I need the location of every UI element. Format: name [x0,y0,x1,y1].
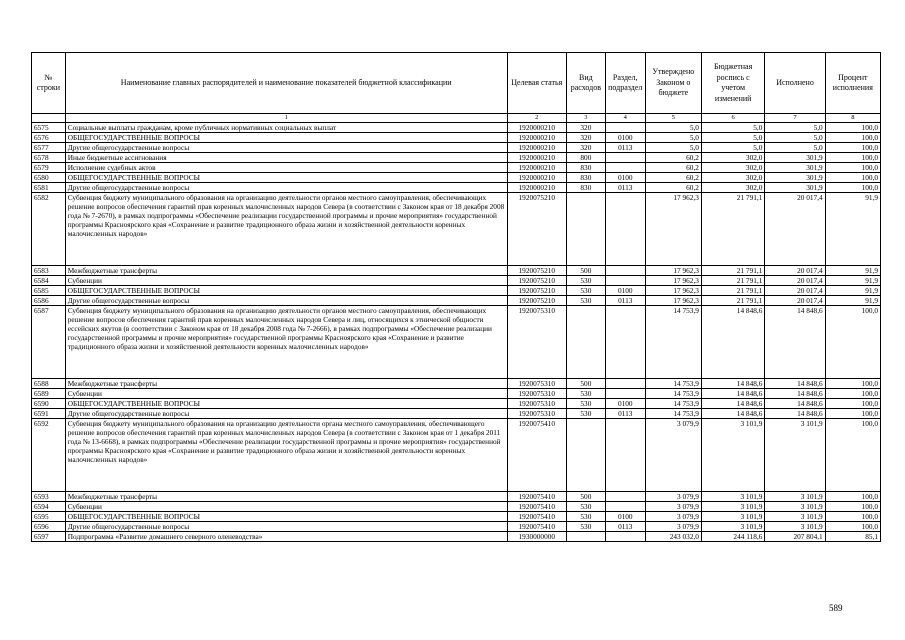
executed-amount-cell: 3 101,9 [765,501,825,511]
row-number-cell: 6583 [32,265,66,275]
header-isp: Исполнено [765,53,825,114]
column-number: 7 [765,114,825,123]
row-number-cell: 6586 [32,295,66,305]
target-article-cell: 1920075310 [507,388,566,398]
budget-list-cell: 21 791,1 [701,295,764,305]
row-name-cell: Субвенция бюджету муниципального образования на организацию деятельности органов местного самоуправления, обеспечивающих решение вопросов обеспечения гарантий прав коренных малочисленных народов Севера (в соответствии с Законом края от 18 декабря 2008 года № 7-2670), в рамках подпрограммы «Обеспечение реализации государственной программы и прочие мероприятия» государственной программы Красноярского края «Сохранение и развитие традиционного образа жизни и хозяйственной деятельности коренных малочисленных народов» [65,192,507,265]
approved-amount-cell: 14 753,9 [645,378,701,388]
target-article-cell: 1920075410 [507,501,566,511]
execution-percent-cell: 100,0 [825,152,880,162]
executed-amount-cell: 3 101,9 [765,491,825,501]
expense-type-cell: 530 [566,521,605,531]
table-row [32,378,881,388]
budget-list-cell: 302,0 [701,172,764,182]
executed-amount-cell: 14 848,6 [765,398,825,408]
header-ros: Бюджетная роспись с учетом изменений [701,53,764,114]
target-article-cell: 1920075410 [507,521,566,531]
budget-list-cell: 14 848,6 [701,398,764,408]
section-cell [605,162,645,172]
budget-list-cell: 5,0 [701,122,764,132]
budget-list-cell: 3 101,9 [701,521,764,531]
row-number-cell: 6593 [32,491,66,501]
row-number-cell: 6597 [32,531,66,541]
table-row [32,152,881,162]
approved-amount-cell: 60,2 [645,162,701,172]
row-name-cell: Другие общегосударственные вопросы [65,182,507,192]
execution-percent-cell: 100,0 [825,182,880,192]
executed-amount-cell: 301,9 [765,152,825,162]
row-number-cell: 6592 [32,418,66,491]
row-name-cell: Другие общегосударственные вопросы [65,295,507,305]
executed-amount-cell: 20 017,4 [765,285,825,295]
approved-amount-cell: 3 079,9 [645,418,701,491]
row-number-cell: 6595 [32,511,66,521]
expense-type-cell: 500 [566,378,605,388]
row-number-cell: 6590 [32,398,66,408]
row-number-cell: 6589 [32,388,66,398]
section-cell: 0113 [605,408,645,418]
budget-list-cell: 3 101,9 [701,491,764,501]
execution-percent-cell: 100,0 [825,172,880,182]
target-article-cell: 1920075210 [507,295,566,305]
target-article-cell: 1920075310 [507,408,566,418]
budget-list-cell: 5,0 [701,142,764,152]
executed-amount-cell: 5,0 [765,132,825,142]
section-cell: 0100 [605,132,645,142]
target-article-cell: 1920000210 [507,152,566,162]
table-row [32,142,881,152]
table-row [32,521,881,531]
expense-type-cell: 530 [566,398,605,408]
executed-amount-cell: 14 848,6 [765,378,825,388]
executed-amount-cell: 5,0 [765,122,825,132]
execution-percent-cell: 100,0 [825,142,880,152]
table-row [32,408,881,418]
target-article-cell: 1920075310 [507,378,566,388]
row-name-cell: Другие общегосударственные вопросы [65,142,507,152]
expense-type-cell: 530 [566,501,605,511]
expense-type-cell: 530 [566,285,605,295]
expense-type-cell: 530 [566,295,605,305]
expense-type-cell: 830 [566,162,605,172]
approved-amount-cell: 17 962,3 [645,192,701,265]
approved-amount-cell: 17 962,3 [645,295,701,305]
header-utv: Утверждено Законом о бюджете [645,53,701,114]
section-cell [605,501,645,511]
budget-table [31,52,881,542]
expense-type-cell: 530 [566,408,605,418]
expense-type-cell: 500 [566,491,605,501]
section-cell: 0113 [605,182,645,192]
section-cell [605,275,645,285]
approved-amount-cell: 243 032,0 [645,531,701,541]
execution-percent-cell: 91,9 [825,285,880,295]
execution-percent-cell: 100,0 [825,378,880,388]
row-number-cell: 6581 [32,182,66,192]
execution-percent-cell: 91,9 [825,275,880,285]
approved-amount-cell: 17 962,3 [645,265,701,275]
target-article-cell: 1920075210 [507,265,566,275]
table-row [32,418,881,491]
table-row [32,192,881,265]
target-article-cell: 1920075310 [507,305,566,378]
expense-type-cell: 320 [566,142,605,152]
target-article-cell: 1920075410 [507,418,566,491]
expense-type-cell: 530 [566,388,605,398]
target-article-cell: 1920075210 [507,275,566,285]
row-name-cell: Субвенции [65,275,507,285]
executed-amount-cell: 5,0 [765,142,825,152]
executed-amount-cell: 20 017,4 [765,295,825,305]
header-vid: Вид расходов [566,53,605,114]
approved-amount-cell: 14 753,9 [645,408,701,418]
table-row [32,398,881,408]
budget-list-cell: 21 791,1 [701,275,764,285]
budget-list-cell: 244 118,6 [701,531,764,541]
execution-percent-cell: 100,0 [825,122,880,132]
target-article-cell: 1920075210 [507,192,566,265]
row-number-cell: 6580 [32,172,66,182]
execution-percent-cell: 91,9 [825,265,880,275]
section-cell [605,531,645,541]
table-row [32,122,881,132]
target-article-cell: 1920000210 [507,172,566,182]
table-row [32,511,881,521]
executed-amount-cell: 301,9 [765,182,825,192]
approved-amount-cell: 5,0 [645,132,701,142]
column-number: 6 [701,114,764,123]
table-row [32,305,881,378]
row-name-cell: ОБЩЕГОСУДАРСТВЕННЫЕ ВОПРОСЫ [65,172,507,182]
row-name-cell: Субвенция бюджету муниципального образования на организацию деятельности органа местного самоуправления, обеспечивающего решение вопросов обеспечения гарантий прав коренных малочисленных народов Севера (в соответствии с Законом края от 1 декабря 2011 года № 13-6668), в рамках подпрограммы «Обеспечение реализации государственной программы и прочие мероприятия» государственной программы Красноярского края «Сохранение и развитие традиционного образа жизни и хозяйственной деятельности коренных малочисленных народов» [65,418,507,491]
expense-type-cell [566,305,605,378]
approved-amount-cell: 14 753,9 [645,305,701,378]
expense-type-cell [566,192,605,265]
row-number-cell: 6594 [32,501,66,511]
expense-type-cell: 320 [566,132,605,142]
execution-percent-cell: 85,1 [825,531,880,541]
budget-list-cell: 302,0 [701,152,764,162]
approved-amount-cell: 5,0 [645,122,701,132]
budget-list-cell: 21 791,1 [701,192,764,265]
row-name-cell: Межбюджетные трансферты [65,265,507,275]
execution-percent-cell: 100,0 [825,418,880,491]
approved-amount-cell: 3 079,9 [645,491,701,501]
row-name-cell: ОБЩЕГОСУДАРСТВЕННЫЕ ВОПРОСЫ [65,398,507,408]
budget-list-cell: 302,0 [701,182,764,192]
table-row [32,275,881,285]
row-number-cell: 6585 [32,285,66,295]
execution-percent-cell: 100,0 [825,398,880,408]
executed-amount-cell: 20 017,4 [765,192,825,265]
execution-percent-cell: 100,0 [825,491,880,501]
executed-amount-cell: 301,9 [765,172,825,182]
row-number-cell: 6584 [32,275,66,285]
table-row [32,531,881,541]
column-number: 2 [507,114,566,123]
approved-amount-cell: 14 753,9 [645,398,701,408]
execution-percent-cell: 100,0 [825,305,880,378]
column-number: 5 [645,114,701,123]
expense-type-cell: 530 [566,275,605,285]
table-row [32,162,881,172]
column-number: 8 [825,114,880,123]
column-number: 4 [605,114,645,123]
row-number-cell: 6587 [32,305,66,378]
row-name-cell: ОБЩЕГОСУДАРСТВЕННЫЕ ВОПРОСЫ [65,132,507,142]
row-name-cell: ОБЩЕГОСУДАРСТВЕННЫЕ ВОПРОСЫ [65,511,507,521]
table-row [32,182,881,192]
executed-amount-cell: 3 101,9 [765,511,825,521]
budget-list-cell: 3 101,9 [701,418,764,491]
expense-type-cell [566,418,605,491]
expense-type-cell: 830 [566,172,605,182]
approved-amount-cell: 17 962,3 [645,275,701,285]
target-article-cell: 1920000210 [507,122,566,132]
row-name-cell: Субвенции [65,388,507,398]
executed-amount-cell: 3 101,9 [765,418,825,491]
approved-amount-cell: 17 962,3 [645,285,701,295]
executed-amount-cell: 301,9 [765,162,825,172]
row-number-cell: 6596 [32,521,66,531]
section-cell [605,265,645,275]
row-name-cell: Подпрограмма «Развитие домашнего северного оленеводства» [65,531,507,541]
row-number-cell: 6579 [32,162,66,172]
target-article-cell: 1920075210 [507,285,566,295]
budget-list-cell: 14 848,6 [701,378,764,388]
approved-amount-cell: 60,2 [645,152,701,162]
section-cell: 0113 [605,521,645,531]
target-article-cell: 1920000210 [507,132,566,142]
expense-type-cell: 800 [566,152,605,162]
table-row [32,295,881,305]
executed-amount-cell: 20 017,4 [765,265,825,275]
section-cell [605,491,645,501]
section-cell: 0100 [605,511,645,521]
target-article-cell: 1920075410 [507,511,566,521]
approved-amount-cell: 3 079,9 [645,521,701,531]
header-name: Наименование главных распорядителей и наименование показателей бюджетной классификации [65,53,507,114]
execution-percent-cell: 100,0 [825,501,880,511]
table-row [32,388,881,398]
table-row [32,491,881,501]
section-cell: 0113 [605,142,645,152]
executed-amount-cell: 14 848,6 [765,305,825,378]
page-number: 589 [829,603,843,613]
row-name-cell: ОБЩЕГОСУДАРСТВЕННЫЕ ВОПРОСЫ [65,285,507,295]
expense-type-cell: 500 [566,265,605,275]
section-cell: 0113 [605,295,645,305]
row-number-cell: 6576 [32,132,66,142]
execution-percent-cell: 91,9 [825,192,880,265]
execution-percent-cell: 100,0 [825,521,880,531]
approved-amount-cell: 3 079,9 [645,501,701,511]
column-number-row [32,114,881,123]
execution-percent-cell: 100,0 [825,132,880,142]
execution-percent-cell: 100,0 [825,388,880,398]
row-number-cell: 6577 [32,142,66,152]
section-cell [605,152,645,162]
execution-percent-cell: 100,0 [825,162,880,172]
row-number-cell: 6582 [32,192,66,265]
header-row [32,53,881,114]
budget-list-cell: 302,0 [701,162,764,172]
row-number-cell: 6578 [32,152,66,162]
header-pct: Процент исполнения [825,53,880,114]
target-article-cell: 1920000210 [507,182,566,192]
row-name-cell: Субвенции [65,501,507,511]
expense-type-cell: 530 [566,511,605,521]
row-name-cell: Социальные выплаты гражданам, кроме публичных нормативных социальных выплат [65,122,507,132]
section-cell: 0100 [605,398,645,408]
table-row [32,265,881,275]
section-cell [605,378,645,388]
target-article-cell: 1920000210 [507,162,566,172]
row-name-cell: Иные бюджетные ассигнования [65,152,507,162]
target-article-cell: 1930000000 [507,531,566,541]
executed-amount-cell: 14 848,6 [765,388,825,398]
approved-amount-cell: 14 753,9 [645,388,701,398]
table-row [32,172,881,182]
budget-list-cell: 14 848,6 [701,408,764,418]
section-cell [605,388,645,398]
row-name-cell: Исполнение судебных актов [65,162,507,172]
column-number: 3 [566,114,605,123]
row-name-cell: Другие общегосударственные вопросы [65,521,507,531]
row-number-cell: 6591 [32,408,66,418]
section-cell [605,192,645,265]
expense-type-cell: 830 [566,182,605,192]
section-cell [605,418,645,491]
table-row [32,132,881,142]
table-row [32,285,881,295]
expense-type-cell: 320 [566,122,605,132]
budget-list-cell: 14 848,6 [701,305,764,378]
row-name-cell: Межбюджетные трансферты [65,378,507,388]
target-article-cell: 1920075410 [507,491,566,501]
budget-list-cell: 5,0 [701,132,764,142]
executed-amount-cell: 207 804,1 [765,531,825,541]
target-article-cell: 1920000210 [507,142,566,152]
approved-amount-cell: 5,0 [645,142,701,152]
table-body [32,122,881,541]
execution-percent-cell: 91,9 [825,295,880,305]
budget-list-cell: 3 101,9 [701,511,764,521]
budget-list-cell: 3 101,9 [701,501,764,511]
section-cell: 0100 [605,172,645,182]
target-article-cell: 1920075310 [507,398,566,408]
budget-list-cell: 21 791,1 [701,285,764,295]
executed-amount-cell: 14 848,6 [765,408,825,418]
approved-amount-cell: 60,2 [645,182,701,192]
budget-list-cell: 21 791,1 [701,265,764,275]
column-number: 1 [65,114,507,123]
column-number [32,114,66,123]
expense-type-cell [566,531,605,541]
section-cell [605,305,645,378]
approved-amount-cell: 60,2 [645,172,701,182]
header-row-no: № строки [32,53,66,114]
row-name-cell: Межбюджетные трансферты [65,491,507,501]
executed-amount-cell: 3 101,9 [765,521,825,531]
row-name-cell: Субвенция бюджету муниципального образования на организацию деятельности органов местного самоуправления, обеспечивающих решение вопросов обеспечения гарантий прав коренных малочисленных народов Севера и лиц, относящихся к этнической общности ессейских якутов (в соответствии с Законом края от 18 декабря 2008 года № 7-2666), в рамках подпрограммы «Обеспечение реализации государственной программы и прочие мероприятия» государственной программы Красноярского края «Сохранение и развитие традиционного образа жизни и хозяйственной деятельности коренных малочисленных народов» [65,305,507,378]
executed-amount-cell: 20 017,4 [765,275,825,285]
budget-list-cell: 14 848,6 [701,388,764,398]
table-row [32,501,881,511]
header-razd: Раздел, подраздел [605,53,645,114]
approved-amount-cell: 3 079,9 [645,511,701,521]
section-cell [605,122,645,132]
row-number-cell: 6588 [32,378,66,388]
execution-percent-cell: 100,0 [825,408,880,418]
section-cell: 0100 [605,285,645,295]
row-name-cell: Другие общегосударственные вопросы [65,408,507,418]
header-code: Целевая статья [507,53,566,114]
row-number-cell: 6575 [32,122,66,132]
execution-percent-cell: 100,0 [825,511,880,521]
